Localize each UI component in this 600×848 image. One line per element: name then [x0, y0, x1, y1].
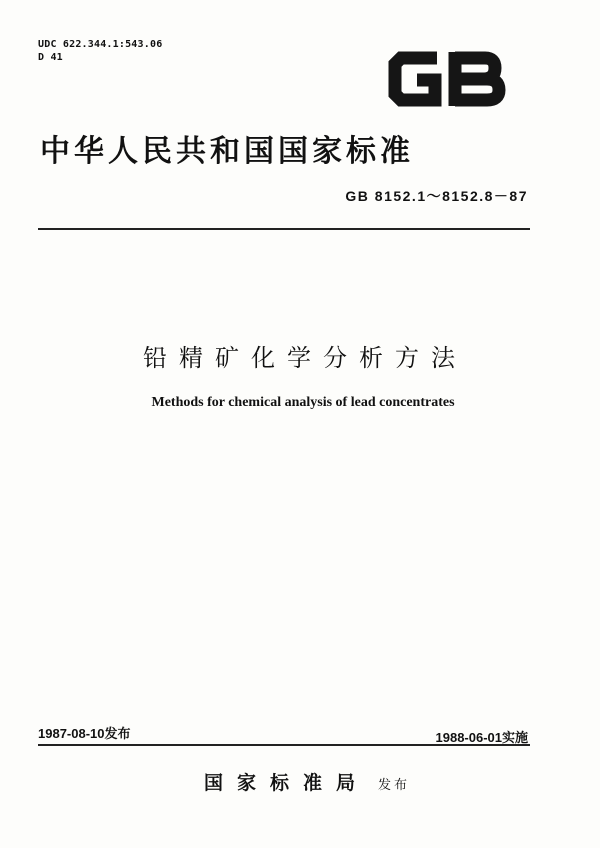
publisher-action: 发布 [378, 778, 411, 793]
standard-number: GB 8152.1～8152.8－87 [345, 188, 528, 204]
class-code: D 41 [38, 52, 63, 63]
gb-logo-icon [385, 44, 507, 114]
classification-codes [38, 38, 162, 64]
publisher-name: 国家标准局 [203, 772, 369, 794]
implementation-date: 1988-06-01实施 [435, 730, 528, 745]
header-divider [38, 228, 530, 230]
document-title-chinese: 铅精矿化学分析方法 [143, 344, 467, 372]
publisher-line [0, 768, 600, 795]
document-title-english: Methods for chemical analysis of lead concentrates [151, 395, 455, 410]
footer-divider [38, 744, 530, 746]
issue-date: 1987-08-10发布 [38, 726, 131, 741]
udc-code: UDC 622.344.1:543.06 [38, 39, 163, 50]
standard-body-title: 中华人民共和国国家标准 [40, 134, 414, 169]
